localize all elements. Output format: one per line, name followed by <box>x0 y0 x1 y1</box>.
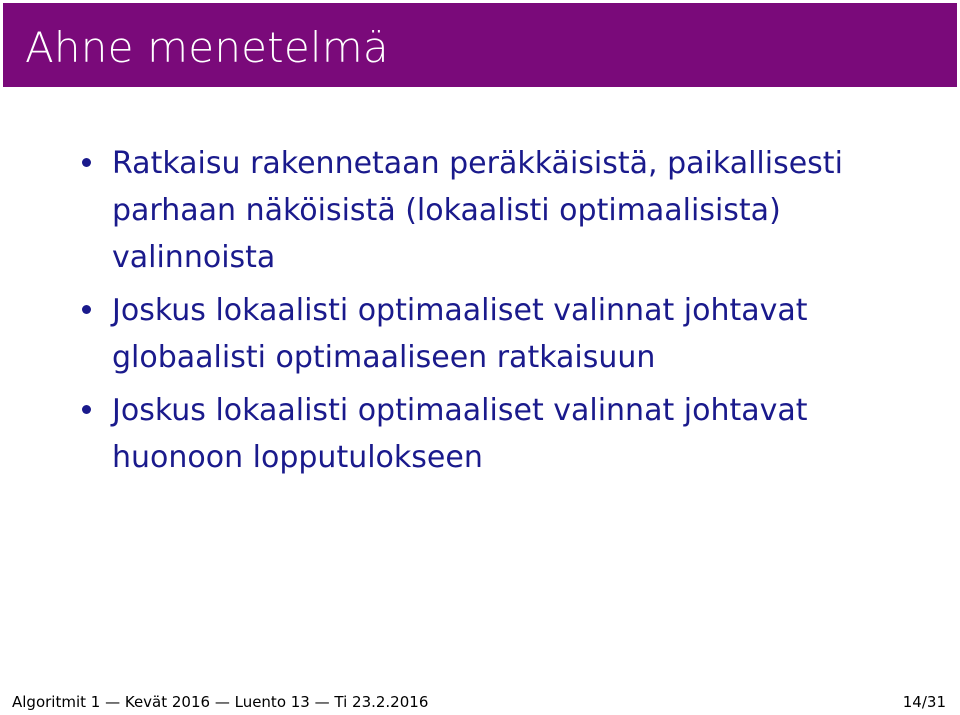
bullet-line: globaalisti optimaaliseen ratkaisuun <box>112 340 656 375</box>
bullet-line: huonoon lopputulokseen <box>112 440 483 475</box>
bullet-line: Ratkaisu rakennetaan peräkkäisistä, paikallisesti <box>112 146 843 181</box>
bullet-line: Joskus lokaalisti optimaaliset valinnat johtavat <box>112 293 808 328</box>
slide-title: Ahne menetelmä <box>25 23 389 72</box>
footer-course-info: Algoritmit 1 — Kevät 2016 — Luento 13 — Ti 23.2.2016 <box>12 693 429 711</box>
bullet-item <box>78 140 938 281</box>
slide-footer <box>12 689 946 711</box>
bullet-item <box>78 387 938 481</box>
bullet-list <box>78 140 938 487</box>
bullet-line: valinnoista <box>112 240 276 275</box>
bullet-dot-icon <box>82 158 91 167</box>
bullet-item <box>78 287 938 381</box>
slide-title-bar <box>3 3 957 87</box>
bullet-dot-icon <box>82 305 91 314</box>
bullet-line: Joskus lokaalisti optimaaliset valinnat johtavat <box>112 393 808 428</box>
footer-page-number: 14/31 <box>902 693 946 711</box>
bullet-line: parhaan näköisistä (lokaalisti optimaalisista) <box>112 193 781 228</box>
bullet-dot-icon <box>82 405 91 414</box>
